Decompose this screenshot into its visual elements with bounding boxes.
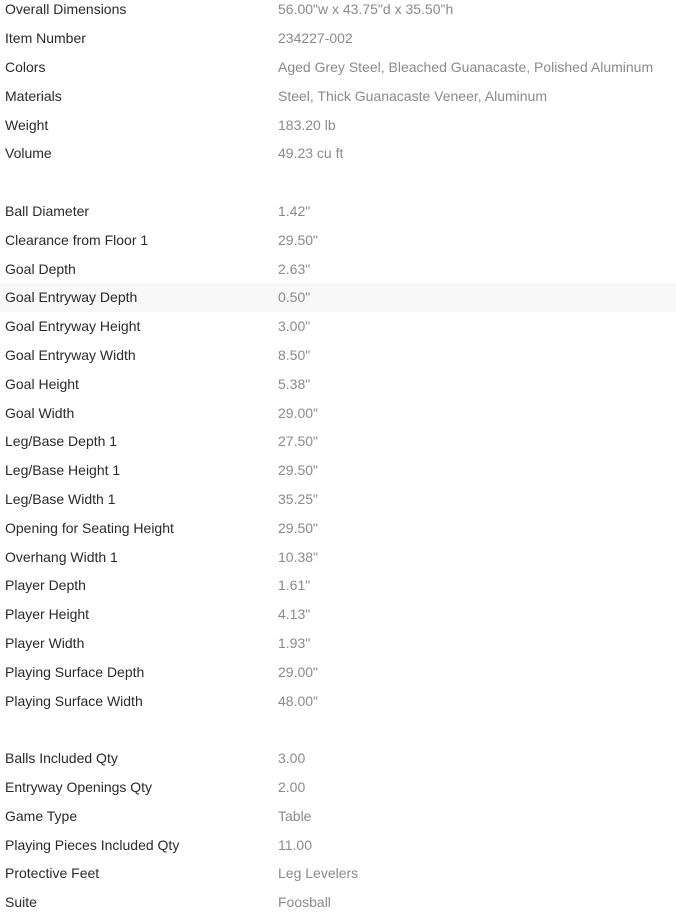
spec-value: 29.00": [278, 663, 319, 680]
spec-label: Goal Width: [5, 404, 75, 421]
spec-label: Volume: [5, 145, 52, 162]
spec-label: Playing Pieces Included Qty: [5, 836, 180, 853]
spec-row-overall-dimensions: [0, 0, 676, 24]
spec-label: Goal Entryway Width: [5, 346, 136, 363]
spec-value: 1.61": [278, 577, 311, 594]
spec-label: Suite: [5, 894, 37, 911]
spec-row-goal-entryway-depth[interactable]: [0, 283, 676, 312]
spec-value: 3.00": [278, 318, 311, 335]
spec-group-features: [0, 744, 676, 917]
spec-label: Opening for Seating Height: [5, 519, 174, 536]
spec-value: 2.00: [278, 778, 306, 795]
spec-row-opening-seating-height: [0, 513, 676, 542]
spec-row-goal-height: [0, 369, 676, 398]
spec-value: 183.20 lb: [278, 116, 336, 133]
spec-row-volume: [0, 139, 676, 168]
spec-label: Game Type: [5, 807, 78, 824]
spec-label: Player Width: [5, 634, 85, 651]
spec-row-weight: [0, 110, 676, 139]
spec-row-entryway-openings-qty: [0, 773, 676, 802]
spec-value: 29.00": [278, 404, 319, 421]
spec-value: 3.00: [278, 750, 306, 767]
spec-value: 2.63": [278, 260, 311, 277]
spec-group-dimensions: [0, 197, 676, 715]
spec-row-leg-base-width: [0, 485, 676, 514]
spec-row-player-depth: [0, 571, 676, 600]
group-divider: [0, 715, 676, 744]
spec-row-playing-pieces-qty: [0, 830, 676, 859]
spec-label: Goal Entryway Depth: [5, 289, 138, 306]
spec-label: Player Depth: [5, 577, 86, 594]
spec-row-materials: [0, 81, 676, 110]
spec-row-leg-base-height: [0, 456, 676, 485]
spec-value: 5.38": [278, 375, 311, 392]
spec-label: Leg/Base Width 1: [5, 490, 116, 507]
spec-label: Player Height: [5, 606, 90, 623]
spec-label: Ball Diameter: [5, 202, 90, 219]
spec-row-game-type: [0, 801, 676, 830]
spec-value: Foosball: [278, 894, 331, 911]
spec-value: Table: [278, 807, 312, 824]
spec-label: Protective Feet: [5, 865, 100, 882]
spec-value: 1.93": [278, 634, 311, 651]
spec-value: 4.13": [278, 606, 311, 623]
spec-value: 35.25": [278, 490, 319, 507]
spec-row-overhang-width: [0, 542, 676, 571]
spec-row-goal-entryway-width: [0, 341, 676, 370]
spec-label: Entryway Openings Qty: [5, 778, 153, 795]
spec-row-protective-feet: [0, 859, 676, 888]
group-divider: [0, 168, 676, 197]
spec-value: 10.38": [278, 548, 319, 565]
spec-label: Leg/Base Depth 1: [5, 433, 118, 450]
spec-value: Leg Levelers: [278, 865, 359, 882]
spec-value: 11.00: [278, 836, 312, 853]
spec-row-suite: [0, 888, 676, 917]
spec-row-clearance-from-floor: [0, 225, 676, 254]
spec-label: Overall Dimensions: [5, 1, 127, 18]
spec-value: 234227-002: [278, 30, 353, 47]
spec-label: Weight: [5, 116, 49, 133]
spec-row-goal-entryway-height: [0, 312, 676, 341]
spec-label: Leg/Base Height 1: [5, 462, 121, 479]
spec-row-ball-diameter: [0, 197, 676, 226]
spec-row-goal-width: [0, 398, 676, 427]
spec-row-balls-included-qty: [0, 744, 676, 773]
spec-row-leg-base-depth: [0, 427, 676, 456]
spec-label: Goal Depth: [5, 260, 76, 277]
spec-value: Aged Grey Steel, Bleached Guanacaste, Polished Aluminum: [278, 58, 654, 75]
spec-value: 56.00"w x 43.75"d x 35.50"h: [278, 1, 454, 18]
spec-label: Balls Included Qty: [5, 750, 118, 767]
spec-row-goal-depth: [0, 254, 676, 283]
spec-label: Goal Height: [5, 375, 79, 392]
spec-label: Goal Entryway Height: [5, 318, 141, 335]
spec-label: Playing Surface Depth: [5, 663, 145, 680]
spec-value: 1.42": [278, 202, 311, 219]
spec-row-player-height: [0, 600, 676, 629]
spec-value: 48.00": [278, 692, 319, 709]
spec-label: Colors: [5, 58, 46, 75]
spec-value: 27.50": [278, 433, 319, 450]
spec-label: Clearance from Floor 1: [5, 231, 149, 248]
spec-label: Overhang Width 1: [5, 548, 118, 565]
spec-value: 0.50": [278, 289, 311, 306]
spec-row-player-width: [0, 629, 676, 658]
spec-value: Steel, Thick Guanacaste Veneer, Aluminum: [278, 87, 548, 104]
spec-value: 29.50": [278, 231, 319, 248]
spec-label: Playing Surface Width: [5, 692, 143, 709]
spec-row-playing-surface-depth: [0, 657, 676, 686]
spec-value: 49.23 cu ft: [278, 145, 344, 162]
spec-value: 29.50": [278, 519, 319, 536]
spec-row-colors: [0, 53, 676, 82]
spec-row-item-number: [0, 24, 676, 53]
spec-group-general: [0, 0, 676, 168]
spec-value: 29.50": [278, 462, 319, 479]
spec-label: Item Number: [5, 30, 86, 47]
spec-value: 8.50": [278, 346, 311, 363]
spec-row-playing-surface-width: [0, 686, 676, 715]
spec-label: Materials: [5, 87, 62, 104]
